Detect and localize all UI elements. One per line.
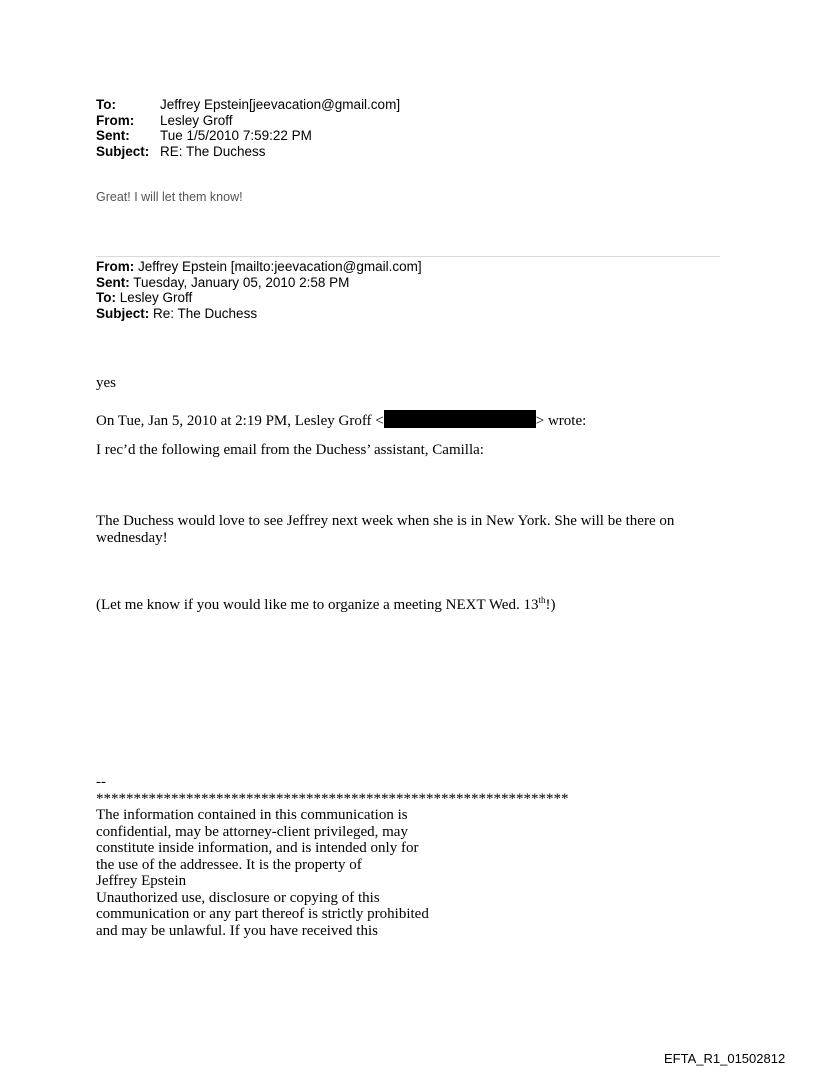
to-value: Jeffrey Epstein[jeevacation@gmail.com] bbox=[160, 97, 401, 112]
signature-block bbox=[96, 774, 569, 939]
header-subject-row bbox=[96, 144, 400, 160]
signature-line: the use of the addressee. It is the property of bbox=[96, 856, 362, 873]
signature-line: Unauthorized use, disclosure or copying of this bbox=[96, 889, 380, 906]
sent-label: Sent: bbox=[96, 128, 130, 143]
fwd-sent-value: Tuesday, January 05, 2010 2:58 PM bbox=[129, 274, 350, 290]
fwd-subject-row bbox=[96, 306, 422, 322]
document-id: EFTA_R1_01502812 bbox=[664, 1051, 786, 1066]
header-from-row bbox=[96, 113, 400, 129]
body-meeting-request bbox=[96, 597, 555, 614]
header-to-row bbox=[96, 97, 400, 113]
fwd-subject-value: Re: The Duchess bbox=[149, 305, 258, 321]
fwd-subject-label: Subject: bbox=[96, 305, 150, 321]
redaction-box bbox=[384, 410, 536, 428]
meeting-text: (Let me know if you would like me to organize a meeting NEXT Wed. 13 bbox=[96, 597, 539, 613]
signature-line: constitute inside information, and is intended only for bbox=[96, 840, 419, 856]
fwd-to-value: Lesley Groff bbox=[116, 290, 193, 305]
signature-line: and may be unlawful. If you have received this bbox=[96, 922, 378, 939]
body-yes: yes bbox=[96, 375, 116, 391]
signature-line: communication or any part thereof is strictly prohibited bbox=[96, 906, 429, 922]
fwd-from-row bbox=[96, 259, 422, 275]
from-label: From: bbox=[96, 112, 135, 128]
header-sent-row bbox=[96, 128, 400, 144]
email-header bbox=[96, 97, 400, 159]
divider bbox=[96, 256, 720, 257]
fwd-from-value: Jeffrey Epstein [mailto:jeevacation@gmail.com] bbox=[134, 259, 422, 274]
subject-value: RE: The Duchess bbox=[160, 143, 266, 159]
from-value: Lesley Groff bbox=[160, 112, 233, 128]
forwarded-header bbox=[96, 259, 422, 321]
sent-value: Tue 1/5/2010 7:59:22 PM bbox=[160, 128, 312, 143]
fwd-from-label: From: bbox=[96, 259, 135, 274]
to-label: To: bbox=[96, 97, 116, 112]
fwd-to-row bbox=[96, 290, 422, 306]
signature-dash: -- bbox=[96, 774, 106, 790]
fwd-to-label: To: bbox=[96, 290, 116, 305]
signature-line: confidential, may be attorney-client privileged, may bbox=[96, 823, 408, 840]
signature-line: The information contained in this communication is bbox=[96, 807, 408, 823]
fwd-sent-row bbox=[96, 275, 422, 291]
signature-line: Jeffrey Epstein bbox=[96, 873, 187, 889]
body-duchess: The Duchess would love to see Jeffrey next week when she is in New York. She will be there on wednesday! bbox=[96, 513, 675, 546]
body-received: I rec’d the following email from the Duchess’ assistant, Camilla: bbox=[96, 442, 484, 458]
signature-stars: *************************************************************** bbox=[96, 790, 569, 807]
reply-text: Great! I will let them know! bbox=[96, 190, 243, 204]
attribution-after: > wrote: bbox=[535, 413, 587, 429]
subject-label: Subject: bbox=[96, 143, 150, 159]
fwd-sent-label: Sent: bbox=[96, 274, 130, 290]
meeting-ordinal: th bbox=[538, 595, 546, 605]
quoted-attribution bbox=[96, 410, 586, 430]
meeting-end: !) bbox=[545, 597, 556, 613]
attribution-before: On Tue, Jan 5, 2010 at 2:19 PM, Lesley Groff < bbox=[96, 413, 384, 429]
